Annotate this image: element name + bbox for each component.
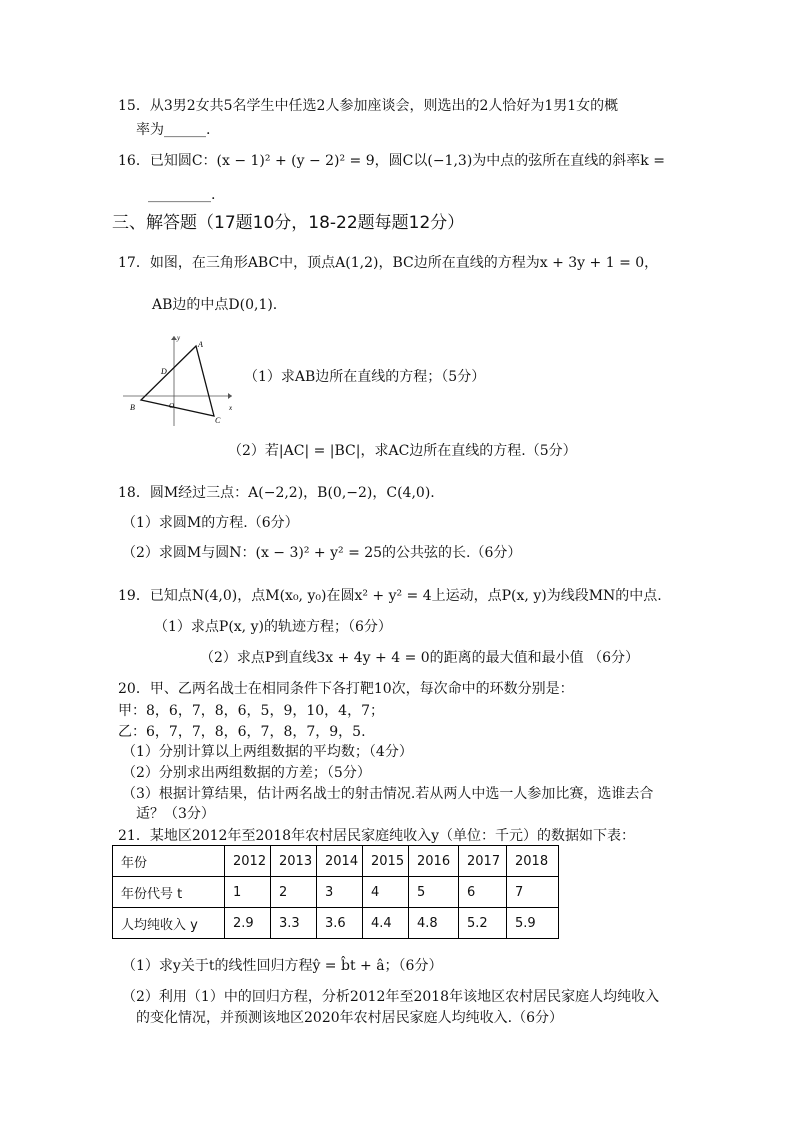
table-cell: 2018 bbox=[507, 846, 559, 877]
table-cell: 2016 bbox=[409, 846, 459, 877]
q18-part2: （2）求圆M与圆N：(x − 3)² + y² = 25的公共弦的长.（6分） bbox=[122, 545, 522, 561]
label-x: x bbox=[229, 404, 233, 412]
q17-part2: （2）若|AC| = |BC|，求AC边所在直线的方程.（5分） bbox=[228, 443, 577, 459]
q21-part2-line2: 的变化情况，并预测该地区2020年农村居民家庭人均纯收入.（6分） bbox=[136, 1010, 563, 1026]
q20-line1: 20．甲、乙两名战士在相同条件下各打靶10次，每次命中的环数分别是： bbox=[118, 681, 574, 697]
q20-part2: （2）分别求出两组数据的方差；（5分） bbox=[122, 765, 371, 781]
q20-line3: 乙：6，7，7，8，6，7，8，7，9，5. bbox=[118, 724, 366, 740]
income-table bbox=[112, 845, 559, 939]
section-heading: 三、解答题（17题10分，18-22题每题12分） bbox=[112, 213, 465, 233]
table-cell: 人均纯收入 y bbox=[113, 908, 225, 939]
q19-part1: （1）求点P(x, y)的轨迹方程；（6分） bbox=[154, 619, 392, 635]
label-a: A bbox=[198, 340, 203, 349]
table-row bbox=[113, 908, 559, 939]
label-b: B bbox=[130, 403, 135, 412]
table-cell: 7 bbox=[507, 877, 559, 908]
triangle-abc bbox=[141, 346, 214, 416]
q15-line2: 率为______. bbox=[136, 122, 211, 138]
q16-line2: _________. bbox=[148, 187, 216, 203]
label-o: O bbox=[169, 402, 175, 410]
q19-line1: 19．已知点N(4,0)，点M(x₀, y₀)在圆x² + y² = 4上运动，点P(x, y)为线段MN的中点. bbox=[118, 588, 662, 604]
label-c: C bbox=[215, 416, 221, 425]
table-cell: 4.8 bbox=[409, 908, 459, 939]
q18-line1: 18．圆M经过三点：A(−2,2)，B(0,−2)，C(4,0). bbox=[118, 485, 435, 501]
q21-part2-line1: （2）利用（1）中的回归方程，分析2012年至2018年该地区农村居民家庭人均纯收入 bbox=[122, 989, 660, 1005]
table-cell: 2017 bbox=[459, 846, 507, 877]
q17-part1: （1）求AB边所在直线的方程；（5分） bbox=[244, 369, 486, 385]
table-cell: 5.2 bbox=[459, 908, 507, 939]
table-cell: 4.4 bbox=[363, 908, 409, 939]
table-row bbox=[113, 846, 559, 877]
x-axis-arrow-icon bbox=[228, 393, 232, 399]
table-cell: 2014 bbox=[317, 846, 363, 877]
table-cell: 2012 bbox=[225, 846, 271, 877]
q20-part3-line1: （3）根据计算结果，估计两名战士的射击情况.若从两人中选一人参加比赛，选谁去合 bbox=[122, 786, 654, 802]
q16-line1: 16．已知圆C：(x − 1)² + (y − 2)² = 9，圆C以(−1,3)为中点的弦所在直线的斜率k = bbox=[118, 153, 665, 169]
table-cell: 年份代号 t bbox=[113, 877, 225, 908]
table-cell: 3 bbox=[317, 877, 363, 908]
q17-line2: AB边的中点D(0,1). bbox=[152, 297, 278, 313]
table-cell: 6 bbox=[459, 877, 507, 908]
table-cell: 3.6 bbox=[317, 908, 363, 939]
table-cell: 1 bbox=[225, 877, 271, 908]
q20-part1: （1）分别计算以上两组数据的平均数；（4分） bbox=[122, 744, 413, 760]
table-cell: 2015 bbox=[363, 846, 409, 877]
table-cell: 3.3 bbox=[271, 908, 317, 939]
triangle-figure bbox=[118, 330, 236, 430]
table-cell: 4 bbox=[363, 877, 409, 908]
q18-part1: （1）求圆M的方程.（6分） bbox=[122, 515, 299, 531]
label-y: y bbox=[177, 334, 181, 342]
q21-part1: （1）求y关于t的线性回归方程ŷ = b̂t + â；（6分） bbox=[122, 958, 443, 974]
table-cell: 2013 bbox=[271, 846, 317, 877]
table-cell: 5.9 bbox=[507, 908, 559, 939]
q21-line1: 21．某地区2012年至2018年农村居民家庭纯收入y（单位：千元）的数据如下表： bbox=[118, 828, 635, 844]
q17-line1: 17．如图，在三角形ABC中，顶点A(1,2)，BC边所在直线的方程为x + 3y + 1 = 0， bbox=[118, 255, 659, 271]
label-d: D bbox=[161, 367, 167, 376]
q20-line2: 甲：8，6，7，8，6，5，9，10，4，7； bbox=[118, 703, 384, 719]
table-cell: 年份 bbox=[113, 846, 225, 877]
q20-part3-line2: 适？（3分） bbox=[136, 806, 215, 822]
table-row bbox=[113, 877, 559, 908]
table-cell: 2.9 bbox=[225, 908, 271, 939]
table-cell: 5 bbox=[409, 877, 459, 908]
q15-line1: 15．从3男2女共5名学生中任选2人参加座谈会，则选出的2人恰好为1男1女的概 bbox=[118, 98, 619, 114]
q19-part2: （2）求点P到直线3x + 4y + 4 = 0的距离的最大值和最小值 （6分） bbox=[200, 650, 640, 666]
table-cell: 2 bbox=[271, 877, 317, 908]
